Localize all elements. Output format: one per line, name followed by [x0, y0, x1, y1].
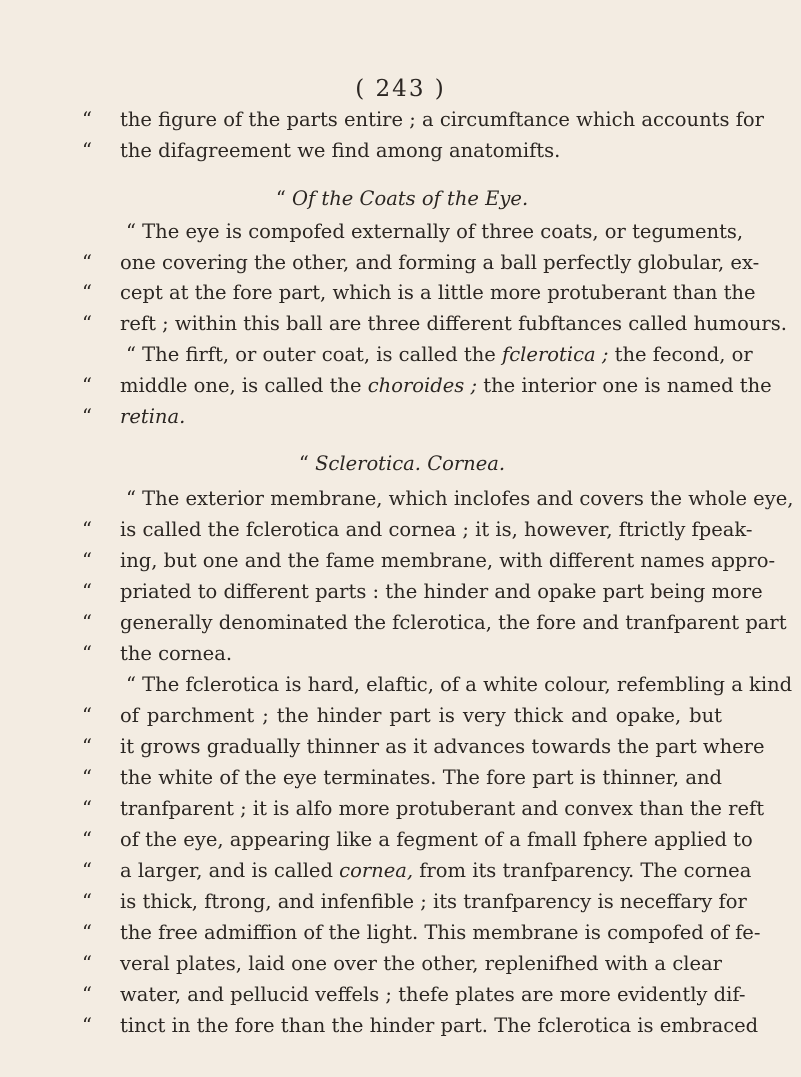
text-segment: the figure of the parts entire ; a circumftance which accounts for	[120, 108, 764, 131]
text-segment: from its tranfparency. The cornea	[413, 859, 752, 882]
text-line	[82, 342, 753, 368]
text-segment: the difagreement we find among anatomifts.	[120, 139, 561, 162]
line-text	[120, 641, 722, 667]
text-segment: tranfparent ; it is alfo more protuberant and convex than the reft	[120, 797, 765, 820]
text-segment: water, and pellucid veffels ; thefe plates are more evidently dif-	[120, 983, 746, 1006]
section-heading	[82, 451, 722, 477]
text-line	[82, 951, 722, 977]
text-segment: a larger, and is called	[120, 859, 340, 882]
text-line	[82, 920, 761, 946]
text-line	[82, 186, 722, 212]
quote-mark: “	[82, 766, 92, 789]
text-line	[82, 765, 722, 791]
text-segment: “ The eye is compofed externally of three coats, or teguments,	[126, 220, 744, 243]
quote-mark: “	[82, 952, 92, 975]
quote-mark: “	[82, 549, 92, 572]
line-text	[120, 951, 722, 977]
text-line	[82, 610, 787, 636]
text-segment: one covering the other, and forming a ball perfectly globular, ex-	[120, 251, 760, 274]
line-text	[120, 107, 764, 133]
quote-mark: “	[82, 1014, 92, 1037]
line-text	[126, 486, 794, 512]
text-segment: “	[298, 452, 316, 475]
text-line	[82, 280, 756, 306]
text-line	[82, 451, 722, 477]
line-text	[120, 250, 760, 276]
text-line	[82, 703, 722, 729]
italic-text: choroides ;	[367, 374, 478, 397]
quote-mark: “	[82, 139, 92, 162]
line-text	[126, 342, 753, 368]
text-segment: veral plates, laid one over the other, replenifhed with a clear	[120, 952, 722, 975]
section-heading	[82, 186, 722, 212]
line-text	[126, 672, 793, 698]
text-segment: the cornea.	[120, 642, 233, 665]
text-segment: cept at the fore part, which is a little more protuberant than the	[120, 281, 756, 304]
text-segment: of parchment ; the hinder part is very thick and opake, but	[120, 704, 722, 727]
quote-mark: “	[82, 704, 92, 727]
line-text	[120, 765, 722, 791]
quote-mark: “	[82, 828, 92, 851]
quote-mark: “	[82, 642, 92, 665]
line-text	[120, 404, 722, 430]
line-text	[120, 579, 763, 605]
line-text	[120, 982, 746, 1008]
text-segment: priated to different parts : the hinder and opake part being more	[120, 580, 763, 603]
line-text	[120, 1013, 759, 1039]
italic-text: Sclerotica. Cornea.	[315, 452, 506, 475]
quote-mark: “	[82, 983, 92, 1006]
line-text	[120, 734, 765, 760]
text-line	[82, 982, 746, 1008]
text-line	[82, 373, 772, 399]
quote-mark: “	[82, 374, 92, 397]
text-line	[82, 250, 760, 276]
italic-text: retina.	[120, 405, 186, 428]
text-segment: tinct in the fore than the hinder part. The fclerotica is embraced	[120, 1014, 759, 1037]
line-text	[120, 517, 753, 543]
page-number: ( 243 )	[355, 76, 446, 102]
quote-mark: “	[82, 312, 92, 335]
line-text	[120, 311, 787, 337]
italic-text: fclerotica ;	[502, 343, 609, 366]
line-text	[120, 548, 776, 574]
text-line	[82, 579, 763, 605]
text-line	[82, 796, 765, 822]
italic-text: cornea,	[339, 859, 414, 882]
quote-mark: “	[82, 405, 92, 428]
quote-mark: “	[82, 281, 92, 304]
text-line	[82, 517, 753, 543]
quote-mark: “	[82, 735, 92, 758]
text-segment: “ The exterior membrane, which inclofes and covers the whole eye,	[126, 487, 794, 510]
text-segment: “	[275, 187, 292, 210]
line-text	[120, 703, 722, 729]
text-segment: of the eye, appearing like a fegment of a fmall fphere applied to	[120, 828, 753, 851]
text-segment: middle one, is called the	[120, 374, 368, 397]
text-line	[82, 311, 787, 337]
text-line	[82, 641, 722, 667]
text-line	[82, 486, 794, 512]
text-segment: is called the fclerotica and cornea ; it is, however, ftrictly fpeak-	[120, 518, 753, 541]
line-text	[120, 858, 752, 884]
text-segment: ing, but one and the fame membrane, with different names appro-	[120, 549, 776, 572]
text-line	[82, 1013, 759, 1039]
line-text	[126, 219, 744, 245]
quote-mark: “	[82, 518, 92, 541]
text-segment: reft ; within this ball are three different fubftances called humours.	[120, 312, 787, 335]
line-text	[120, 373, 772, 399]
quote-mark: “	[82, 797, 92, 820]
quote-mark: “	[82, 108, 92, 131]
text-line	[82, 107, 764, 133]
quote-mark: “	[82, 890, 92, 913]
text-segment: the free admiffion of the light. This membrane is compofed of fe-	[120, 921, 761, 944]
line-text	[120, 920, 761, 946]
line-text	[120, 889, 747, 915]
text-line	[82, 548, 776, 574]
italic-text: Of the Coats of the Eye.	[292, 187, 529, 210]
text-segment: the fecond, or	[608, 343, 753, 366]
text-segment: “ The firft, or outer coat, is called the	[126, 343, 503, 366]
line-text	[120, 138, 722, 164]
text-line	[82, 219, 744, 245]
text-segment: the white of the eye terminates. The fore part is thinner, and	[120, 766, 722, 789]
quote-mark: “	[82, 251, 92, 274]
line-text	[120, 796, 765, 822]
text-segment: generally denominated the fclerotica, the fore and tranfparent part	[120, 611, 787, 634]
line-text	[120, 280, 756, 306]
text-segment: it grows gradually thinner as it advances towards the part where	[120, 735, 765, 758]
text-line	[82, 889, 747, 915]
quote-mark: “	[82, 611, 92, 634]
text-line	[82, 404, 722, 430]
line-text	[120, 827, 753, 853]
line-text	[120, 610, 787, 636]
text-segment: the interior one is named the	[477, 374, 772, 397]
text-segment: “ The fclerotica is hard, elaftic, of a white colour, refembling a kind	[126, 673, 793, 696]
text-line	[82, 138, 722, 164]
text-line	[82, 827, 753, 853]
quote-mark: “	[82, 859, 92, 882]
text-line	[82, 672, 793, 698]
quote-mark: “	[82, 921, 92, 944]
text-line	[82, 858, 752, 884]
quote-mark: “	[82, 580, 92, 603]
text-segment: is thick, ftrong, and infenfible ; its tranfparency is neceffary for	[120, 890, 747, 913]
text-line	[82, 734, 765, 760]
